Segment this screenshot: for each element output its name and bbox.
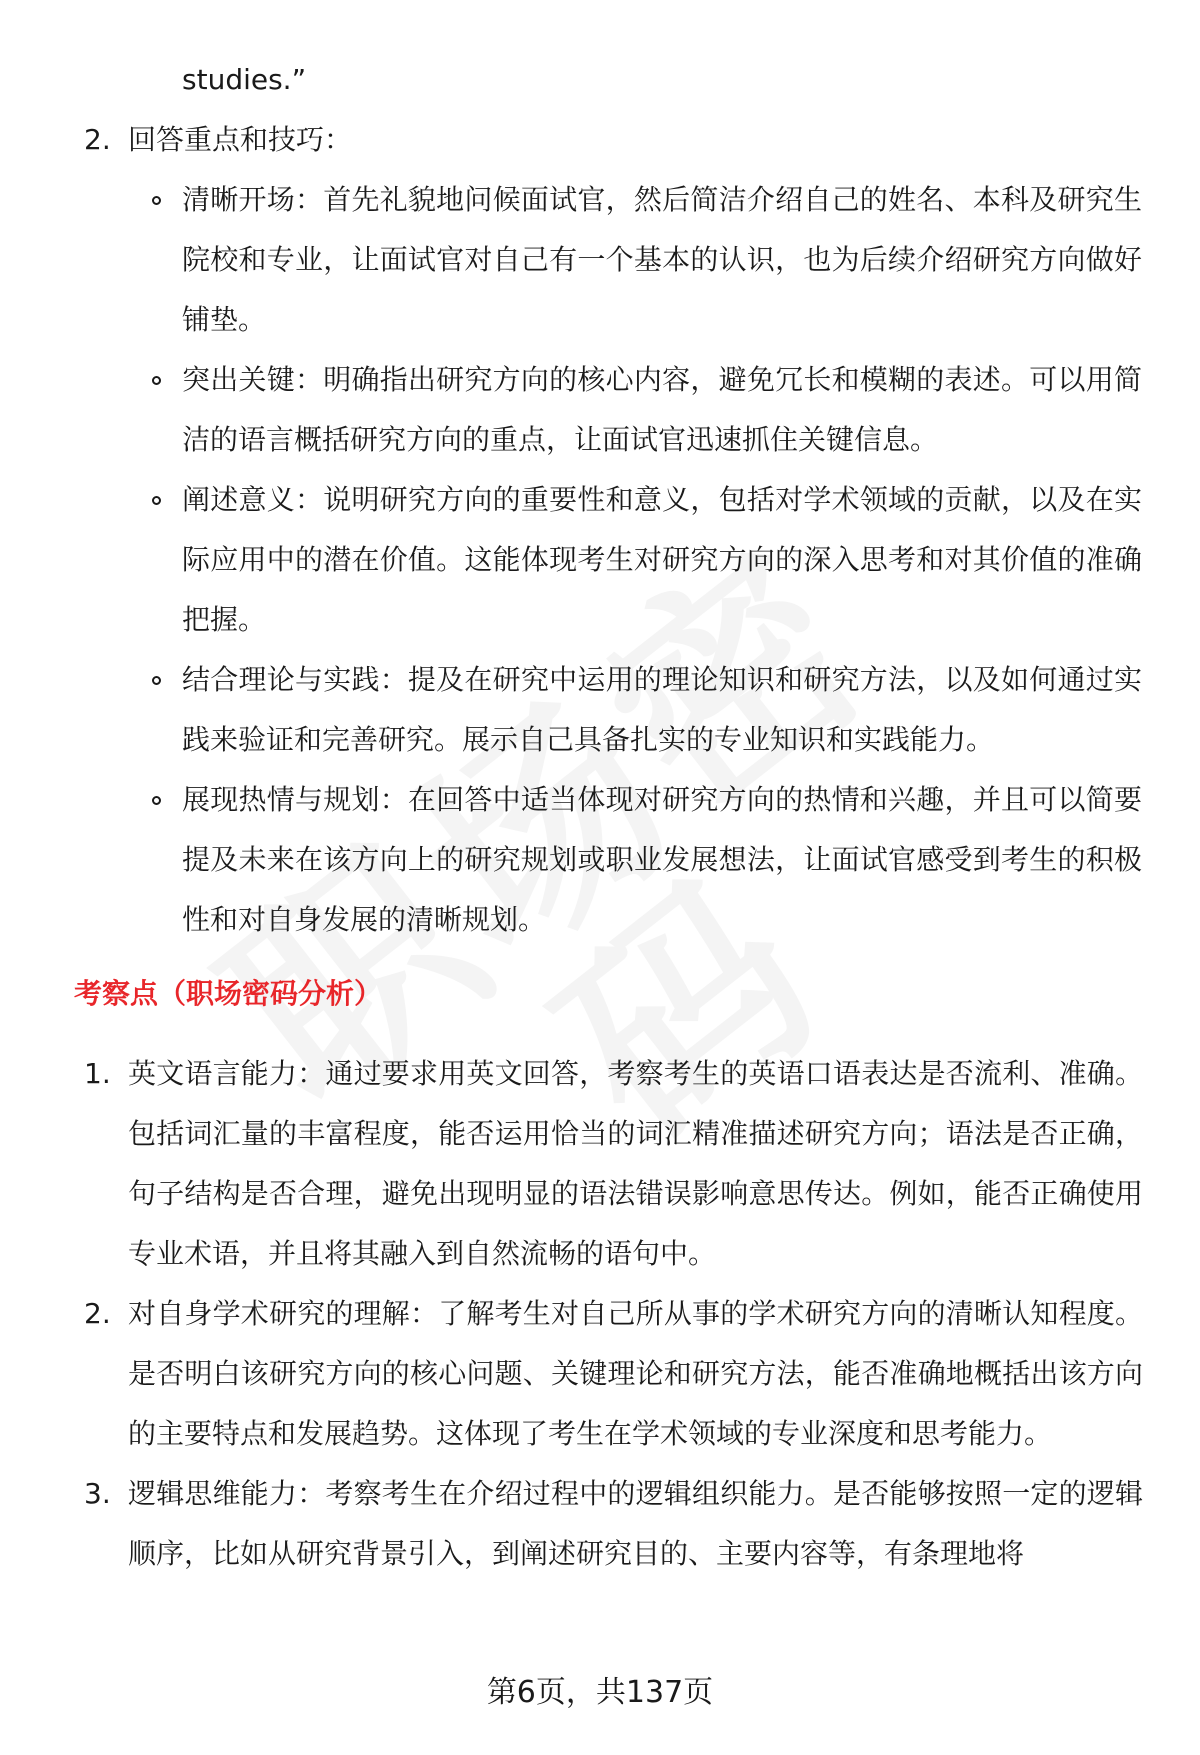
- list-item-text: 对自身学术研究的理解：了解考生对自己所从事的学术研究方向的清晰认知程度。是否明白该研究方向的核心问题、关键理论和研究方法，能否准确地概括出该方向的主要特点和发展趋势。这体现了考生在学术领域的专业深度和思考能力。: [128, 1297, 1143, 1450]
- circle-bullet-icon: [152, 496, 161, 505]
- circle-bullet-icon: [152, 796, 161, 805]
- circle-bullet-icon: [152, 676, 161, 685]
- bullet-text: 突出关键：明确指出研究方向的核心内容，避免冗长和模糊的表述。可以用简洁的语言概括研究方向的重点，让面试官迅速抓住关键信息。: [182, 363, 1142, 456]
- continued-text: studies.”: [182, 63, 307, 96]
- list-number: 2.: [84, 123, 111, 156]
- bullet-item: [0, 170, 1142, 350]
- list-number: 1.: [84, 1057, 111, 1090]
- list-number: 2.: [84, 1297, 111, 1330]
- list-number: 3.: [84, 1477, 111, 1510]
- list-item-text: 回答重点和技巧：: [128, 123, 353, 156]
- section-heading: 考察点（职场密码分析）: [74, 977, 383, 1010]
- list-item-text: 英文语言能力：通过要求用英文回答，考察考生的英语口语表达是否流利、准确。包括词汇量的丰富程度，能否运用恰当的词汇精准描述研究方向；语法是否正确，句子结构是否合理，避免出现明显的语法错误影响意思传达。例如，能否正确使用专业术语，并且将其融入到自然流畅的语句中。: [128, 1057, 1143, 1270]
- bullet-item: [0, 350, 1142, 470]
- bullet-text: 展现热情与规划：在回答中适当体现对研究方向的热情和兴趣，并且可以简要提及未来在该方向上的研究规划或职业发展想法，让面试官感受到考生的积极性和对自身发展的清晰规划。: [182, 783, 1142, 936]
- bullet-item: [0, 770, 1142, 950]
- circle-bullet-icon: [152, 196, 161, 205]
- bullet-item: [0, 470, 1142, 650]
- list-item: [0, 1044, 1143, 1284]
- circle-bullet-icon: [152, 376, 161, 385]
- page-footer: 第6页，共137页: [486, 1675, 714, 1710]
- page-content: [0, 50, 1200, 1584]
- bullet-text: 阐述意义：说明研究方向的重要性和意义，包括对学术领域的贡献，以及在实际应用中的潜在价值。这能体现考生对研究方向的深入思考和对其价值的准确把握。: [182, 483, 1142, 636]
- list-item-text: 逻辑思维能力：考察考生在介绍过程中的逻辑组织能力。是否能够按照一定的逻辑顺序，比如从研究背景引入，到阐述研究目的、主要内容等，有条理地将: [128, 1477, 1143, 1570]
- bullet-text: 结合理论与实践：提及在研究中运用的理论知识和研究方法，以及如何通过实践来验证和完善研究。展示自己具备扎实的专业知识和实践能力。: [182, 663, 1142, 756]
- list-item: [0, 110, 1143, 170]
- bullet-item: [0, 650, 1142, 770]
- list-item: [0, 1284, 1143, 1464]
- list-item: [0, 1464, 1143, 1584]
- bullet-text: 清晰开场：首先礼貌地问候面试官，然后简洁介绍自己的姓名、本科及研究生院校和专业，让面试官对自己有一个基本的认识，也为后续介绍研究方向做好铺垫。: [182, 183, 1142, 336]
